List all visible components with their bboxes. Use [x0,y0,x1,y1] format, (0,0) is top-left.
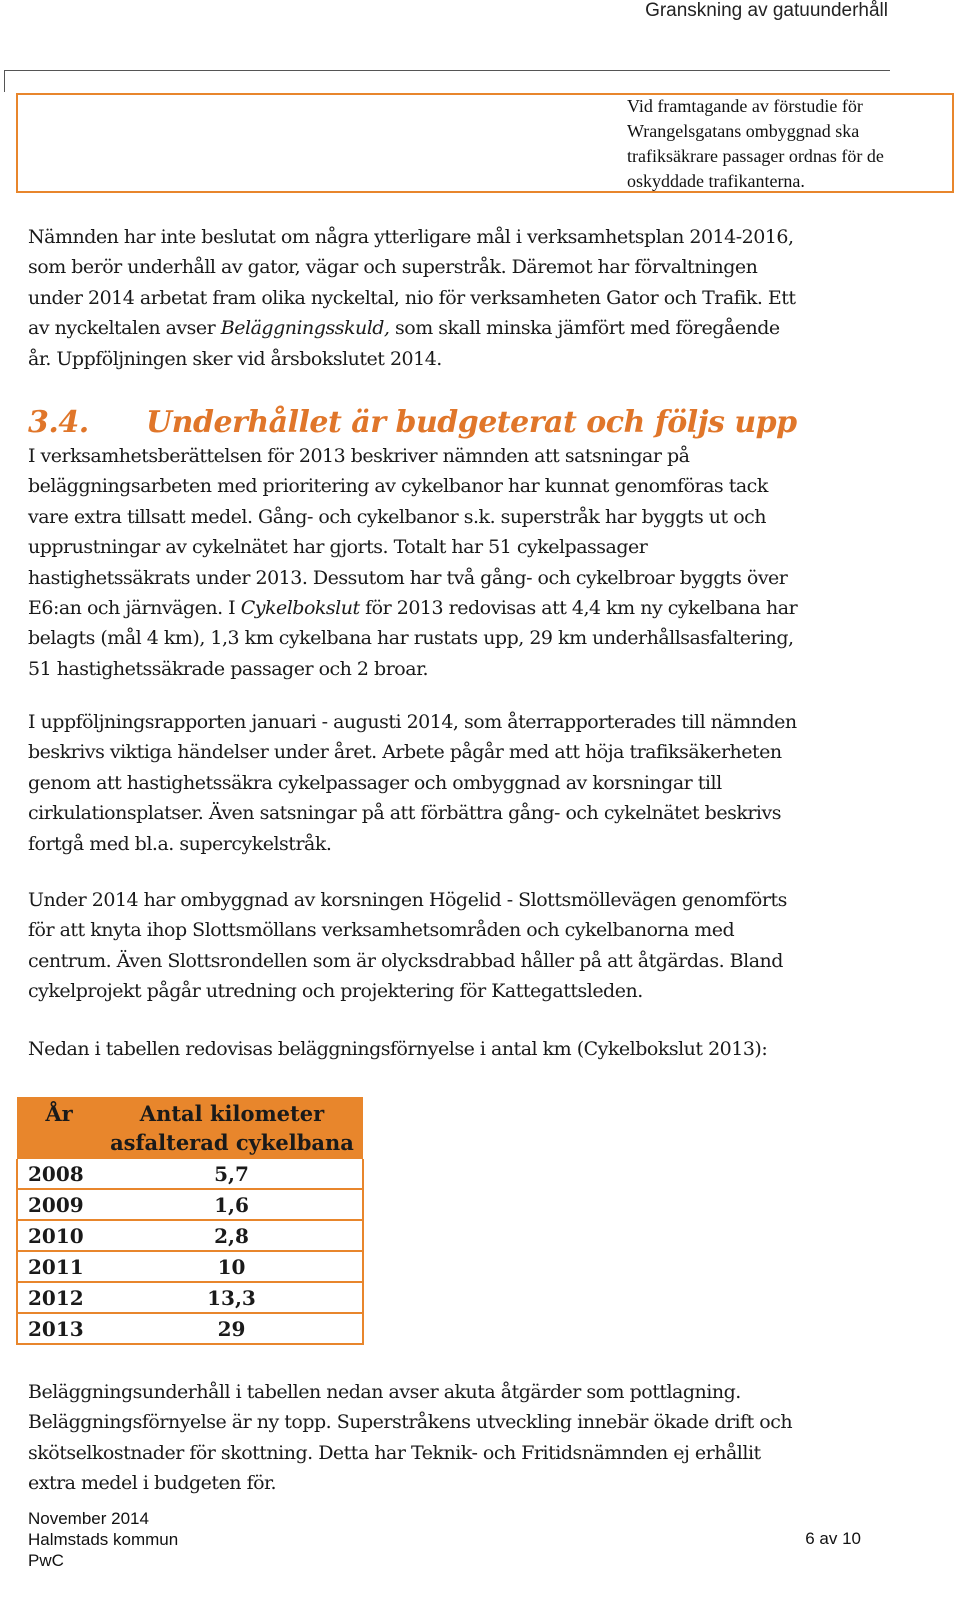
text-line: Nämnden har inte beslutat om några ytterligare mål i verksamhetsplan 2014-2016, [28,226,794,248]
emphasis-text: Cykelbokslut [240,597,360,620]
box-line: Wrangelsgatans ombyggnad ska [627,121,860,141]
box-line: trafiksäkrare passager ordnas för de [627,146,884,166]
text-line: cirkulationsplatser. Även satsningar på att förbättra gång- och cykelnätet beskrivs [28,802,781,825]
text-line: Beläggningsunderhåll i tabellen nedan avser akuta åtgärder som pottlagning. [28,1381,741,1403]
table-row [17,1251,363,1282]
km-table [16,1097,364,1345]
table-row [17,1313,363,1344]
table-cell-km: 2,8 [101,1220,363,1251]
text-line: beskrivs viktiga händelser under året. Arbete pågår med att höja trafiksäkerheten [28,741,782,764]
text-run: för 2013 redovisas att 4,4 km ny cykelbana har [359,597,798,620]
text-line: som berör underhåll av gator, vägar och superstråk. Däremot har förvaltningen [28,256,758,279]
header-rule-tick [4,70,5,92]
table-row [17,1159,363,1189]
table-cell-km: 10 [101,1251,363,1282]
table-cell-year: 2011 [17,1251,101,1282]
text-run: av nyckeltalen avser [28,317,221,340]
text-line: Under 2014 har ombyggnad av korsningen Högelid - Slottsmöllevägen genomförts [28,889,787,911]
text-line: hastighetssäkrats under 2013. Dessutom har två gång- och cykelbroar byggts över [28,566,788,589]
paragraph-follow-up-report [28,707,938,859]
table-row [17,1282,363,1313]
page-header-title: Granskning av gatuunderhåll [645,0,888,21]
text-line: 51 hastighetssäkrade passager och 2 broar. [28,657,429,680]
section-title: Underhållet är budgeterat och följs upp [146,405,797,440]
table-cell-km: 5,7 [101,1159,363,1189]
text-line: Beläggningsförnyelse är ny topp. Superstråkens utveckling innebär ökade drift och [28,1411,793,1434]
footer-info [28,1508,178,1571]
header-rule [4,70,890,71]
text-line: år. Uppföljningen sker vid årsbokslutet 2014. [28,347,442,370]
paragraph-maintenance [28,1377,938,1499]
table-header-year: År [17,1097,101,1159]
table-cell-km: 13,3 [101,1282,363,1313]
paragraph-2014-works [28,885,938,1007]
text-line: centrum. Även Slottsrondellen som är olycksdrabbad håller på att åtgärdas. Bland [28,949,783,972]
text-line: vare extra tillsatt medel. Gång- och cykelbanor s.k. superstråk har byggts ut och [28,505,767,528]
text-line: upprustningar av cykelnätet har gjorts. Totalt har 51 cykelpassager [28,536,648,559]
emphasis-text: Beläggningsskuld, [220,317,390,340]
text-line: belagts (mål 4 km), 1,3 km cykelbana har rustats upp, 29 km underhållsasfaltering, [28,627,794,650]
text-line: för att knyta ihop Slottsmöllans verksamhetsområden och cykelbanorna med [28,919,735,942]
text-line [28,593,938,623]
section-number: 3.4. [28,405,89,440]
table-header-km: Antal kilometer asfalterad cykelbana [101,1097,363,1159]
text-line: fortgå med bl.a. supercykelstråk. [28,832,332,855]
text-line: I uppföljningsrapporten januari - augusti 2014, som återrapporterades till nämnden [28,711,797,733]
text-line: extra medel i budgeten för. [28,1472,277,1495]
table-cell-year: 2013 [17,1313,101,1344]
paragraph-report-2013 [28,441,938,684]
footer-company: PwC [28,1551,64,1570]
text-line: beläggningsarbeten med prioritering av cykelbanor har kunnat genomföras tack [28,475,768,498]
text-run: E6:an och järnvägen. I [28,597,241,620]
box-line: oskyddade trafikanterna. [627,171,805,191]
text-line [28,313,938,343]
table-row [17,1189,363,1220]
text-line: skötselkostnader för skottning. Detta har Teknik- och Fritidsnämnden ej erhållit [28,1441,761,1464]
box-comment [627,94,937,194]
table-cell-year: 2009 [17,1189,101,1220]
table-cell-year: 2008 [17,1159,101,1189]
paragraph-table-intro: Nedan i tabellen redovisas beläggningsförnyelse i antal km (Cykelbokslut 2013): [28,1038,768,1060]
paragraph-goals [28,222,938,374]
page-number: 6 av 10 [805,1529,861,1548]
table-cell-year: 2010 [17,1220,101,1251]
footer-org: Halmstads kommun [28,1530,179,1549]
box-line: Vid framtagande av förstudie för [627,96,863,116]
table-row [17,1220,363,1251]
text-line: cykelprojekt pågår utredning och projektering för Kattegattsleden. [28,980,643,1003]
section-heading [28,405,797,440]
text-line: I verksamhetsberättelsen för 2013 beskriver nämnden att satsningar på [28,445,690,467]
text-line: under 2014 arbetat fram olika nyckeltal, nio för verksamheten Gator och Trafik. Ett [28,286,796,309]
table-cell-km: 1,6 [101,1189,363,1220]
table-cell-year: 2012 [17,1282,101,1313]
text-run: som skall minska jämfört med föregående [389,317,780,340]
footer-date: November 2014 [28,1509,149,1528]
table-cell-km: 29 [101,1313,363,1344]
text-line: genom att hastighetssäkra cykelpassager och ombyggnad av korsningar till [28,771,722,794]
